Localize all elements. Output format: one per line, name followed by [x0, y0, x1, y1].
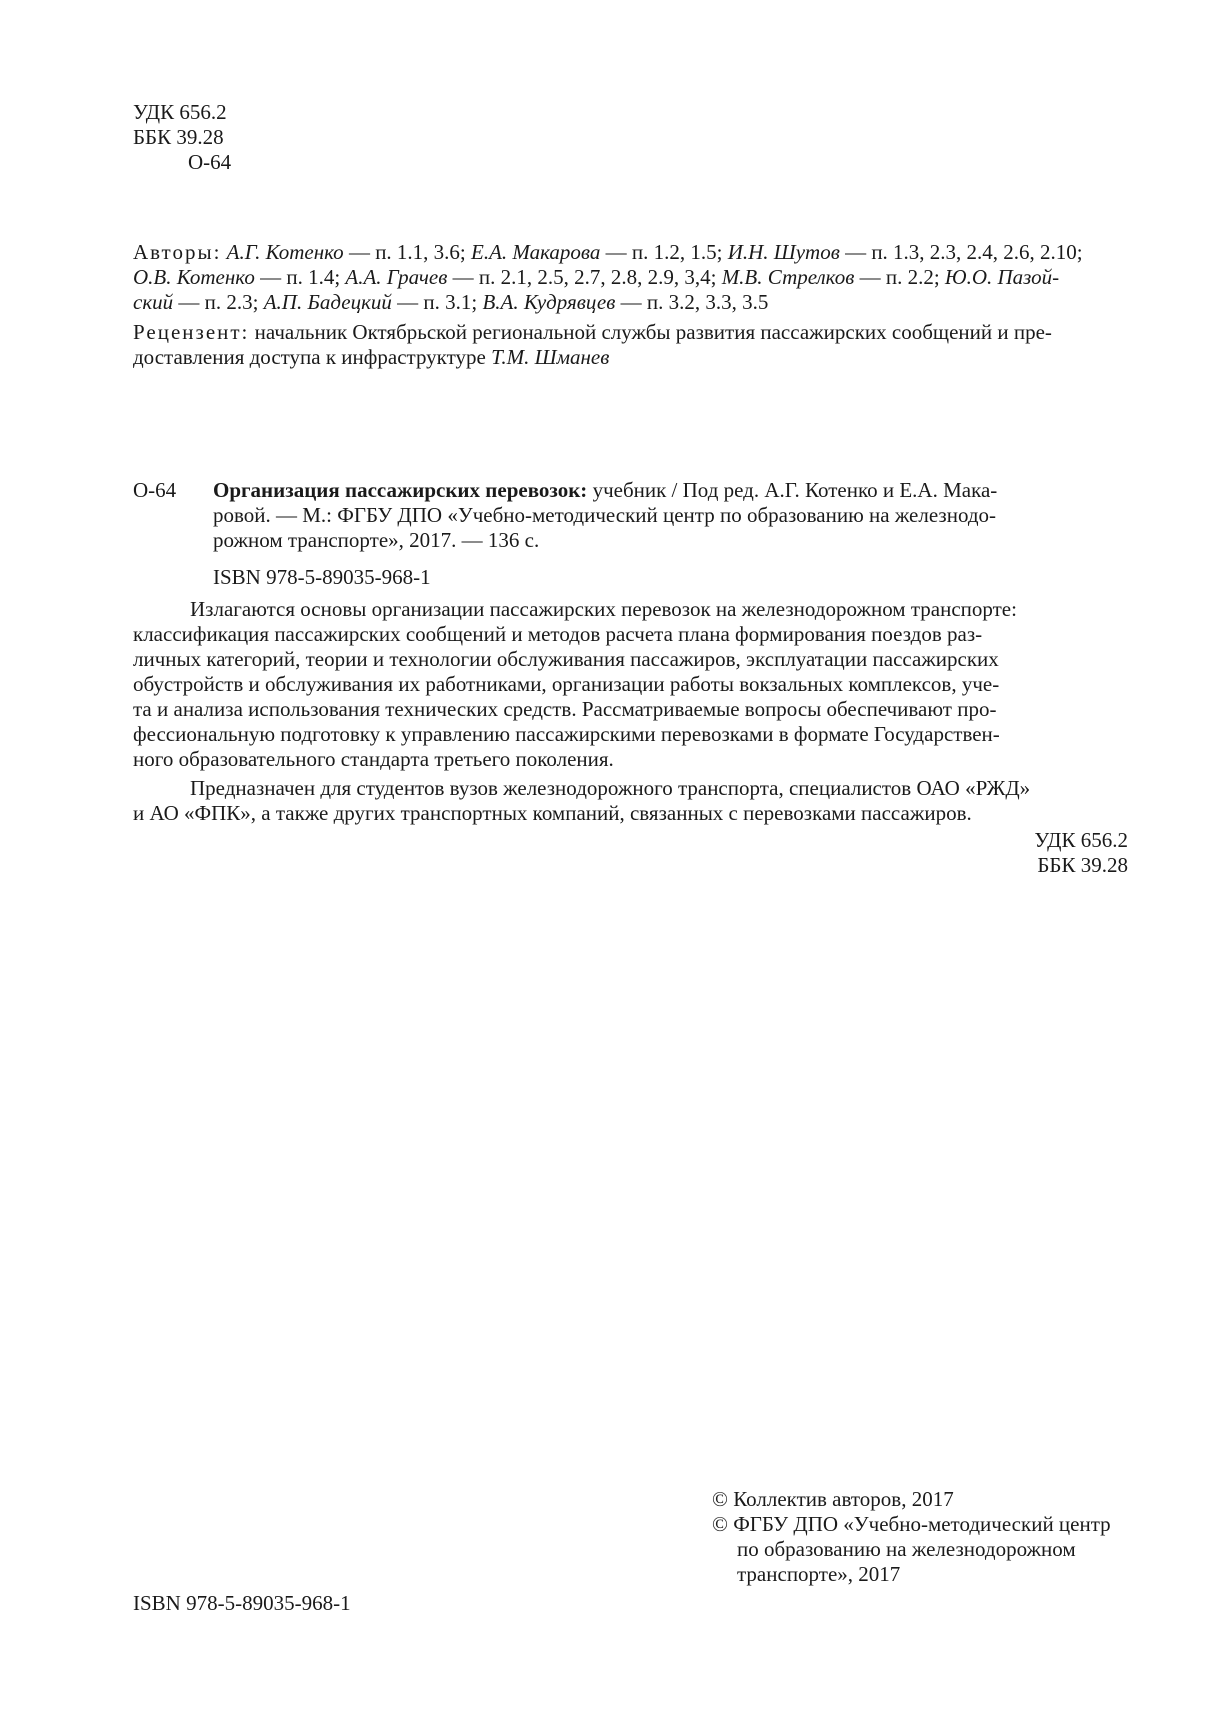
author-name: Ю.О. Пазой- — [944, 265, 1060, 289]
bib-line-1: Организация пассажирских перевозок: учебник / Под ред. А.Г. Котенко и Е.А. Мака- — [213, 478, 998, 502]
reviewer-line-2: доставления доступа к инфраструктуре Т.М. Шманев — [133, 345, 610, 369]
reviewer-line-1: Рецензент: начальник Октябрьской региональной службы развития пассажирских сообщений и пре- — [133, 320, 1052, 344]
authors-line-2: О.В. Котенко — п. 1.4; А.А. Грачев — п. 2.1, 2.5, 2.7, 2.8, 2.9, 3,4; М.В. Стрелков — п. 2.2; Ю.О. Пазой- — [133, 265, 1060, 289]
author-name: М.В. Стрелков — [721, 265, 855, 289]
udk-code: УДК 656.2 — [133, 100, 227, 124]
author-name: А.П. Бадецкий — [263, 290, 392, 314]
author-name: В.А. Кудрявцев — [482, 290, 616, 314]
abstract-line: и АО «ФПК», а также других транспортных компаний, связанных с перевозками пассажиров. — [133, 801, 972, 825]
reviewer-label: Рецензент: — [133, 320, 250, 344]
abstract-line: Предназначен для студентов вузов железнодорожного транспорта, специалистов ОАО «РЖД» — [190, 776, 1031, 800]
author-name: И.Н. Шутов — [727, 240, 840, 264]
abstract-line: ного образовательного стандарта третьего поколения. — [133, 747, 614, 771]
isbn: ISBN 978-5-89035-968-1 — [213, 565, 431, 589]
classification-block — [133, 100, 231, 175]
abstract-line: обустройств и обслуживания их работниками, организации работы вокзальных комплексов, уче- — [133, 672, 1000, 696]
abstract-line: та и анализа использования технических средств. Рассматриваемые вопросы обеспечивают про- — [133, 697, 997, 721]
bbk-code: ББК 39.28 — [1037, 853, 1128, 877]
reviewer-block — [133, 320, 1128, 370]
book-title: Организация пассажирских перевозок: — [213, 478, 588, 502]
authors-block — [133, 240, 1128, 315]
copyright-block — [712, 1487, 1111, 1587]
copyright-line: © Коллектив авторов, 2017 — [712, 1487, 954, 1511]
abstract-paragraph-1 — [133, 597, 1128, 772]
author-name: Е.А. Макарова — [471, 240, 601, 264]
authors-line-3: ский — п. 2.3; А.П. Бадецкий — п. 3.1; В.А. Кудрявцев — п. 3.2, 3.3, 3.5 — [133, 290, 769, 314]
abstract-paragraph-2 — [133, 776, 1128, 826]
author-mark: О-64 — [188, 150, 232, 174]
author-name: ский — [133, 290, 174, 314]
abstract-line: Излагаются основы организации пассажирских перевозок на железнодорожном транспорте: — [190, 597, 1017, 621]
abstract-line: классификация пассажирских сообщений и методов расчета плана формирования поездов раз- — [133, 622, 983, 646]
bbk-code: ББК 39.28 — [133, 125, 224, 149]
isbn-footer: ISBN 978-5-89035-968-1 — [133, 1591, 351, 1615]
author-name: А.А. Грачев — [345, 265, 448, 289]
author-name: О.В. Котенко — [133, 265, 255, 289]
author-name: А.Г. Котенко — [226, 240, 344, 264]
reviewer-name: Т.М. Шманев — [491, 345, 610, 369]
copyright-line: транспорте», 2017 — [737, 1562, 901, 1586]
bib-author-mark: О-64 — [133, 478, 177, 502]
bib-line-2: ровой. — М.: ФГБУ ДПО «Учебно-методический центр по образованию на железнодо- — [213, 503, 997, 527]
copyright-line: © ФГБУ ДПО «Учебно-методический центр — [712, 1512, 1111, 1536]
authors-line-1: Авторы: А.Г. Котенко — п. 1.1, 3.6; Е.А. Макарова — п. 1.2, 1.5; И.Н. Шутов — п. 1.3, 2.3, 2.4, 2.6, 2.10; — [133, 240, 1083, 264]
abstract-line: фессиональную подготовку к управлению пассажирскими перевозками в формате Государствен- — [133, 722, 1000, 746]
bib-line-3: рожном транспорте», 2017. — 136 с. — [213, 528, 540, 552]
classification-bottom — [900, 828, 1128, 878]
authors-label: Авторы: — [133, 240, 222, 264]
udk-code: УДК 656.2 — [1034, 828, 1128, 852]
copyright-line: по образованию на железнодорожном — [737, 1537, 1076, 1561]
abstract-line: личных категорий, теории и технологии обслуживания пассажиров, эксплуатации пассажирских — [133, 647, 999, 671]
bib-entry — [213, 478, 1128, 553]
